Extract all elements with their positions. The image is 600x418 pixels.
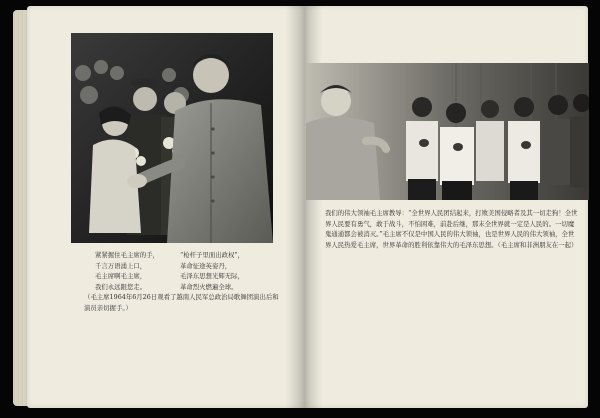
right-page-quote xyxy=(325,208,580,250)
left-photo-note: （毛主席1964年6月26日观看了越南人民军总政治局歌舞团演出后和演员亲切握手。） xyxy=(84,293,279,312)
verse-line: 我们永远跟您走。 xyxy=(95,282,147,291)
verse-line: 紧紧握住毛主席的手， xyxy=(95,251,159,259)
verse-line: 毛主席啊毛主席， xyxy=(95,272,147,280)
verse-line: 革命征途英姿丹， xyxy=(180,261,232,270)
right-photo xyxy=(306,63,589,200)
verse-line: 革命烈火燃遍全球。 xyxy=(180,282,238,291)
verse-left-column xyxy=(95,250,159,292)
quote-paragraph: 我们的伟大领袖毛主席教导：“全世界人民团结起来，打败美国侵略者及其一切走狗！全世界人民要有勇气，敢于战斗，不怕困难，前赴后继，那末全世界就一定是人民的。一切魔鬼通通都会被消灭。”毛主席不仅是中国人民的伟大领袖，也是世界人民的伟大领袖，全世界人民热爱毛主席，世界革命的胜利依靠伟大的毛泽东思想。（毛主席和非洲朋友在一起） xyxy=(325,209,578,249)
verse-line: 毛泽东思想光辉无际， xyxy=(180,272,244,280)
left-photo xyxy=(71,33,273,243)
verse-line: “枪杆子里面出政权”， xyxy=(180,251,245,259)
verse-line: 千言万语涌上口， xyxy=(95,261,147,270)
verse-right-column xyxy=(180,250,244,292)
